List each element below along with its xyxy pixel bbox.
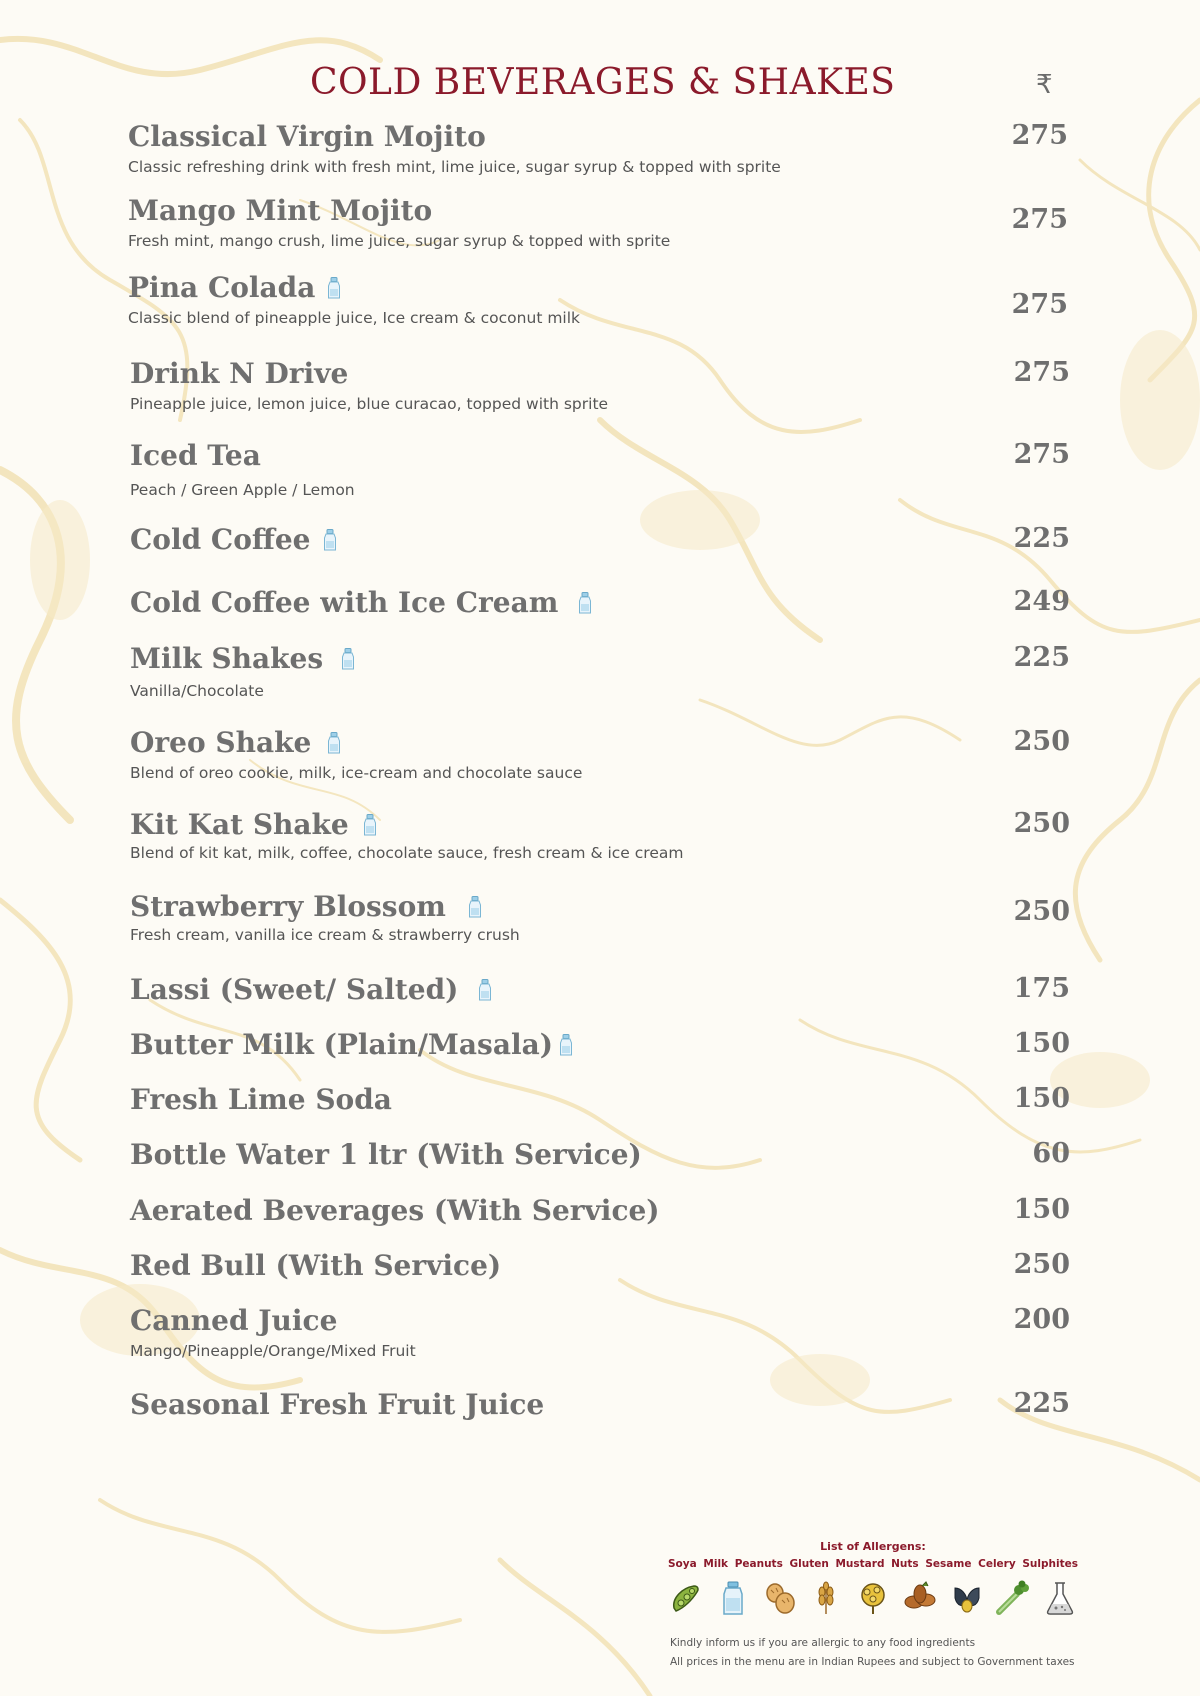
item-description: Peach / Green Apple / Lemon — [130, 481, 355, 499]
item-description: Pineapple juice, lemon juice, blue curacao, topped with sprite — [130, 395, 609, 413]
currency-symbol: ₹ — [1036, 70, 1053, 100]
allergen-icons — [668, 1580, 1078, 1616]
item-name-text: Cold Coffee — [130, 523, 311, 556]
item-price: 275 — [1011, 289, 1068, 320]
item-description: Fresh mint, mango crush, lime juice, sugar syrup & topped with sprite — [128, 232, 671, 250]
item-name-text: Drink N Drive — [130, 357, 349, 390]
item-name-text: Mango Mint Mojito — [128, 194, 433, 227]
menu-item — [130, 357, 1070, 429]
item-name-text: Iced Tea — [130, 439, 261, 472]
item-name-text: Kit Kat Shake — [130, 808, 349, 841]
item-name-text: Bottle Water 1 ltr (With Service) — [130, 1138, 642, 1171]
item-name — [130, 439, 261, 472]
allergen-label-celery: Celery — [978, 1558, 1016, 1570]
allergen-label-milk: Milk — [703, 1558, 729, 1570]
item-name-text: Milk Shakes — [130, 642, 324, 675]
item-price: 150 — [1013, 1028, 1070, 1059]
soya-icon — [668, 1580, 704, 1616]
allergy-notice: Kindly inform us if you are allergic to any food ingredients — [670, 1637, 976, 1649]
milk-bottle-icon — [478, 979, 492, 1001]
item-name-text: Fresh Lime Soda — [130, 1083, 392, 1116]
item-name — [130, 726, 341, 759]
milk-bottle-icon — [323, 529, 337, 551]
item-name-text: Strawberry Blossom — [130, 890, 446, 923]
item-name — [130, 973, 492, 1006]
item-name-text: Cold Coffee with Ice Cream — [130, 586, 559, 619]
item-name — [130, 1249, 501, 1282]
menu-item — [128, 196, 1068, 268]
item-price: 60 — [1032, 1138, 1070, 1169]
item-name-text: Oreo Shake — [130, 726, 312, 759]
item-price: 275 — [1011, 204, 1068, 235]
gluten-icon — [808, 1580, 844, 1616]
item-name — [128, 120, 486, 153]
item-price: 275 — [1011, 120, 1068, 151]
allergen-label-sulphites: Sulphites — [1022, 1558, 1078, 1570]
item-price: 275 — [1013, 357, 1070, 388]
item-name-text: Butter Milk (Plain/Masala) — [130, 1028, 553, 1061]
menu-item — [130, 1388, 1070, 1460]
item-name-text: Red Bull (With Service) — [130, 1249, 502, 1282]
item-description: Blend of oreo cookie, milk, ice-cream and chocolate sauce — [130, 764, 583, 782]
item-name-text: Lassi (Sweet/ Salted) — [130, 973, 459, 1006]
item-price: 225 — [1013, 1388, 1070, 1419]
menu-item — [130, 726, 1070, 798]
item-price: 275 — [1013, 439, 1070, 470]
prices-notice: All prices in the menu are in Indian Rupees and subject to Government taxes — [670, 1656, 1075, 1668]
menu-item — [130, 642, 1070, 714]
item-name — [130, 586, 592, 619]
allergen-legend-title: List of Allergens: — [820, 1540, 926, 1553]
item-name — [128, 194, 432, 227]
item-price: 250 — [1013, 896, 1070, 927]
milk-bottle-icon — [341, 648, 355, 670]
menu-item — [130, 439, 1070, 511]
item-name — [130, 1194, 660, 1227]
item-price: 249 — [1013, 586, 1070, 617]
menu-item — [130, 890, 1070, 962]
allergen-label-mustard: Mustard — [835, 1558, 885, 1570]
milk-bottle-icon — [363, 814, 377, 836]
allergen-label-peanuts: Peanuts — [734, 1558, 783, 1570]
milk-bottle-icon — [327, 277, 341, 299]
milk-bottle-icon — [468, 896, 482, 918]
sulphites-icon — [1042, 1580, 1078, 1616]
allergen-label-soya: Soya — [668, 1558, 697, 1570]
item-price: 225 — [1013, 642, 1070, 673]
celery-icon — [995, 1580, 1031, 1616]
mustard-icon — [855, 1580, 891, 1616]
item-name-text: Aerated Beverages (With Service) — [130, 1194, 660, 1227]
item-name — [130, 1138, 642, 1171]
peanuts-icon — [762, 1580, 798, 1616]
item-price: 250 — [1013, 726, 1070, 757]
item-price: 200 — [1013, 1304, 1070, 1335]
allergen-label-sesame: Sesame — [925, 1558, 972, 1570]
item-price: 150 — [1013, 1194, 1070, 1225]
nuts-icon — [902, 1580, 938, 1616]
allergen-labels — [668, 1558, 1078, 1570]
allergen-label-nuts: Nuts — [891, 1558, 919, 1570]
sesame-icon — [949, 1580, 985, 1616]
item-name-text: Canned Juice — [130, 1304, 338, 1337]
milk-bottle-icon — [559, 1034, 573, 1056]
item-name — [130, 1388, 544, 1421]
milk-icon — [715, 1580, 751, 1616]
allergen-legend — [668, 1536, 1078, 1666]
item-name — [130, 642, 355, 675]
milk-bottle-icon — [578, 592, 592, 614]
item-description: Mango/Pineapple/Orange/Mixed Fruit — [130, 1342, 416, 1360]
item-name-text: Pina Colada — [128, 271, 316, 304]
item-price: 250 — [1013, 1249, 1070, 1280]
item-description: Blend of kit kat, milk, coffee, chocolate sauce, fresh cream & ice cream — [130, 844, 684, 862]
menu-item — [128, 120, 1068, 192]
item-name — [130, 1028, 573, 1061]
item-description: Classic refreshing drink with fresh mint, lime juice, sugar syrup & topped with sprite — [128, 158, 781, 176]
item-name-text: Seasonal Fresh Fruit Juice — [130, 1388, 545, 1421]
menu-item — [130, 808, 1070, 880]
item-name — [130, 1304, 337, 1337]
milk-bottle-icon — [327, 732, 341, 754]
page-title: COLD BEVERAGES & SHAKES — [310, 62, 896, 103]
item-name — [128, 271, 341, 304]
item-price: 150 — [1013, 1083, 1070, 1114]
allergen-label-gluten: Gluten — [789, 1558, 829, 1570]
menu-item — [128, 271, 1068, 343]
item-description: Classic blend of pineapple juice, Ice cream & coconut milk — [128, 309, 581, 327]
item-name — [130, 890, 482, 923]
item-name — [130, 1083, 392, 1116]
item-price: 225 — [1013, 523, 1070, 554]
item-description: Fresh cream, vanilla ice cream & strawberry crush — [130, 926, 520, 944]
item-name — [130, 808, 377, 841]
item-price: 175 — [1013, 973, 1070, 1004]
menu-item — [130, 523, 1070, 595]
menu-item — [130, 1304, 1070, 1376]
item-name — [130, 357, 348, 390]
item-name — [130, 523, 337, 556]
item-description: Vanilla/Chocolate — [130, 682, 264, 700]
item-name-text: Classical Virgin Mojito — [128, 120, 486, 153]
item-price: 250 — [1013, 808, 1070, 839]
